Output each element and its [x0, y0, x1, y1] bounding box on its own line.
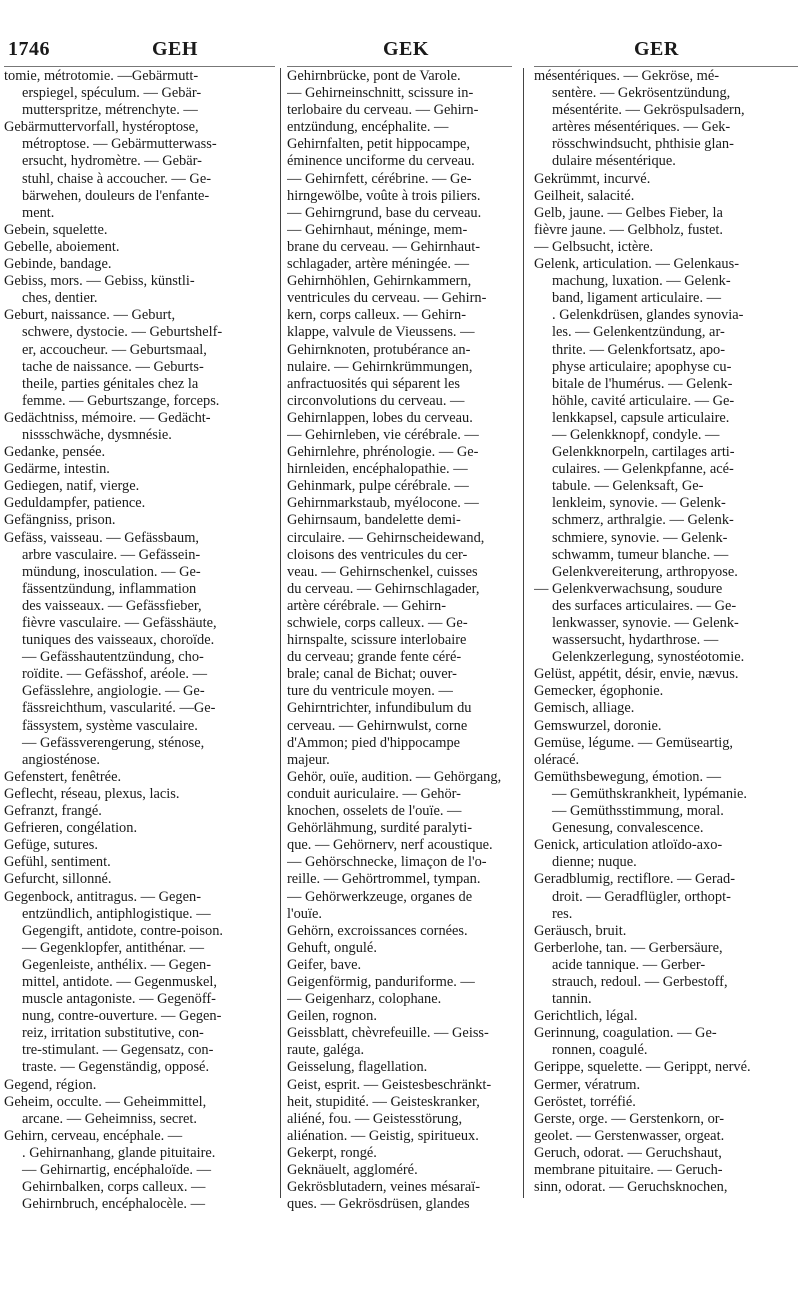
entry-line: cloisons des ventricules du cer- — [287, 546, 468, 563]
entry-line: Gebiss, mors. — Gebiss, künstli- — [4, 273, 195, 290]
entry-line: lenkwasser, synovie. — Gelenk- — [552, 615, 739, 631]
entry-line: Gefüge, sutures. — [4, 837, 98, 854]
entry-line: schwere, dystocie. — Geburtshelf- — [22, 324, 223, 341]
entry-line: tomie, métrotomie. —Gebärmutt- — [4, 68, 199, 84]
entry-line: traste. — Gegenständig, opposé. — [22, 1059, 210, 1076]
entry-line: culaires. — Gelenkpfanne, acé- — [552, 461, 734, 478]
entry-line: schwamm, tumeur blanche. — — [552, 546, 729, 563]
entry-line: d'Ammon; pied d'hippocampe — [287, 734, 461, 751]
header-rule-right — [534, 66, 798, 67]
entry-line: . Gelenkdrüsen, glandes synovia- — [552, 307, 744, 324]
entry-line: schlagader, artère méningée. — — [287, 256, 470, 273]
entry-line: reiz, irritation substitutive, con- — [22, 1025, 204, 1042]
entry-line: Gebein, squelette. — [4, 221, 108, 238]
header-rule-center — [287, 66, 512, 67]
entry-line: Gefässlehre, angiologie. — Ge- — [22, 683, 205, 700]
center-guide-word: GEK — [383, 38, 429, 60]
entry-line: schmerz, arthralgie. — Gelenk- — [552, 512, 734, 529]
entry-line: conduit auriculaire. — Gehör- — [287, 785, 461, 802]
entry-line: Gebelle, aboiement. — [4, 238, 120, 255]
entry-line: Gedächtniss, mémoire. — Gedächt- — [4, 409, 211, 426]
entry-line: Gehör, ouïe, audition. — Gehörgang, — [287, 768, 502, 785]
entry-line: mésentérite. — Gekröspulsadern, — [552, 102, 745, 119]
entry-line: Gelenkzerlegung, synostéotomie. — [552, 649, 745, 666]
entry-line: Gehörlähmung, surdité paralyti- — [287, 820, 473, 837]
entry-line: — Gelenkverwachsung, soudure — [534, 580, 723, 597]
entry-line: que. — Gehörnerv, nerf acoustique. — [287, 837, 493, 854]
entry-line: Geilen, rognon. — [287, 1008, 377, 1025]
entry-line: Gefenstert, fenêtrée. — [4, 768, 122, 785]
entry-line: Geist, esprit. — Geistesbeschränkt- — [287, 1076, 492, 1093]
entry-line: ventricules du cerveau. — Gehirn- — [287, 290, 487, 307]
entry-line: Gedanke, pensée. — [4, 444, 106, 461]
entry-line: Geräusch, bruit. — [534, 922, 627, 939]
entry-line: Geröstet, torréfié. — [534, 1093, 636, 1110]
entry-line: Gefurcht, sillonné. — [4, 871, 112, 888]
entry-line: Gefängniss, prison. — [4, 512, 116, 529]
entry-line: Geigenförmig, panduriforme. — — [287, 973, 475, 990]
entry-line: — Gehirnhaut, méninge, mem- — [287, 221, 468, 238]
entry-line: Geruch, odorat. — Geruchshaut, — [534, 1144, 722, 1161]
entry-line: wassersucht, hydarthrose. — — [552, 632, 719, 649]
entry-line: Gefühl, sentiment. — [4, 854, 111, 871]
entry-line: Gerippe, squelette. — Gerippt, nervé. — [534, 1059, 751, 1076]
entry-line: Gehirnbruch, encéphalocèle. — — [22, 1196, 205, 1213]
entry-line: fièvre vasculaire. — Gefässhäute, — [22, 615, 217, 631]
entry-line: Gehirnlappen, lobes du cerveau. — [287, 409, 473, 426]
entry-line: erspiegel, spéculum. — Gebär- — [22, 85, 202, 102]
entry-line: femme. — Geburtszange, forceps. — [22, 392, 220, 409]
entry-line: muscle antagoniste. — Gegenöff- — [22, 991, 216, 1008]
entry-line: thrite. — Gelenkfortsatz, apo- — [552, 341, 726, 358]
entry-line: schmiere, synovie. — Gelenk- — [552, 529, 728, 546]
entry-line: droit. — Geradflügler, orthopt- — [552, 888, 731, 905]
entry-line: er, accoucheur. — Geburtsmaal, — [22, 341, 207, 358]
entry-line: Gehirntrichter, infundibulum du — [287, 700, 472, 717]
entry-line: Gekrösblutadern, veines mésaraï- — [287, 1179, 481, 1196]
column-center — [287, 68, 512, 1213]
entry-line: Geduldampfer, patience. — [4, 495, 146, 512]
entry-line: Gerste, orge. — Gerstenkorn, or- — [534, 1110, 725, 1127]
entry-line: hirnleiden, encéphalopathie. — — [287, 461, 468, 478]
entry-line: reille. — Gehörtrommel, tympan. — [287, 871, 481, 888]
entry-line: hirngewölbe, voûte à trois piliers. — [287, 187, 481, 204]
entry-line: circulaire. — Gehirnscheidewand, — [287, 529, 485, 546]
entry-line: schwiele, corps calleux. — Ge- — [287, 615, 468, 631]
entry-line: tuniques des vaisseaux, choroïde. — [22, 632, 215, 649]
entry-line: physe articulaire; apophyse cu- — [552, 358, 732, 375]
entry-line: — Gelenkknopf, condyle. — — [552, 426, 720, 443]
entry-line: nulaire. — Gehirnkrümmungen, — [287, 358, 473, 375]
entry-line: Geheim, occulte. — Geheimmittel, — [4, 1093, 207, 1110]
page-header — [0, 38, 800, 68]
entry-line: klappe, valvule de Vieussens. — — [287, 324, 475, 341]
entry-line: éminence unciforme du cerveau. — [287, 153, 475, 170]
entry-line: Gebärmuttervorfall, hystéroptose, — [4, 119, 199, 136]
entry-line: strauch, redoul. — Gerbestoff, — [552, 973, 728, 990]
entry-line: lenkkapsel, capsule articulaire. — [552, 409, 730, 426]
entry-line: du cerveau; grande fente céré- — [287, 649, 462, 666]
entry-line: Gerichtlich, légal. — [534, 1008, 638, 1025]
entry-line: machung, luxation. — Gelenk- — [552, 273, 731, 290]
entry-line: Geisselung, flagellation. — [287, 1059, 428, 1076]
entry-line: mutterspritze, métrenchyte. — — [22, 102, 198, 119]
entry-line: Gehinmark, pulpe cérébrale. — — [287, 478, 469, 495]
entry-line: Gelenkknorpeln, cartilages arti- — [552, 444, 735, 461]
entry-line: Gekrümmt, incurvé. — [534, 170, 651, 187]
entry-line: res. — [552, 905, 573, 922]
entry-line: — Geigenharz, colophane. — [287, 991, 442, 1008]
entry-line: bärwehen, douleurs de l'enfante- — [22, 187, 210, 204]
entry-line: circonvolutions du cerveau. — — [287, 392, 465, 409]
entry-line: tabule. — Gelenksaft, Ge- — [552, 478, 704, 495]
entry-line: métroptose. — Gebärmutterwass- — [22, 136, 217, 153]
entry-line: des vaisseaux. — Gefässfieber, — [22, 597, 202, 614]
entry-line: nissschwäche, dysmnésie. — [22, 426, 172, 443]
entry-line: höhle, cavité articulaire. — Ge- — [552, 392, 735, 409]
entry-line: Gehirnfalten, petit hippocampe, — [287, 136, 471, 153]
entry-line: arcane. — Geheimniss, secret. — [22, 1110, 198, 1127]
entry-line: arbre vasculaire. — Gefässein- — [22, 546, 201, 563]
entry-line: fässystem, système vasculaire. — [22, 717, 198, 734]
entry-line: — Gehörschnecke, limaçon de l'o- — [287, 854, 487, 871]
entry-line: Gemüthsbewegung, émotion. — — [534, 768, 722, 785]
entry-line: . Gehirnanhang, glande pituitaire. — [22, 1144, 216, 1161]
entry-line: Gemecker, égophonie. — [534, 683, 664, 700]
entry-line: terlobaire du cerveau. — Gehirn- — [287, 102, 479, 119]
entry-line: acide tannique. — Gerber- — [552, 956, 706, 973]
entry-line: Gemisch, alliage. — [534, 700, 635, 717]
entry-line: Geflecht, réseau, plexus, lacis. — [4, 785, 180, 802]
entry-line: Gefranzt, frangé. — [4, 803, 102, 820]
entry-line: dulaire mésentérique. — [552, 153, 676, 170]
entry-line: aliénation. — Geistig, spiritueux. — [287, 1127, 479, 1144]
entry-line: des surfaces articulaires. — Ge- — [552, 597, 737, 614]
entry-line: Genick, articulation atloïdo-axo- — [534, 837, 723, 854]
entry-line: Gefrieren, congélation. — [4, 820, 138, 837]
entry-line: Gehirnbalken, corps calleux. — — [22, 1179, 206, 1196]
entry-line: raute, galéga. — [287, 1042, 365, 1059]
entry-line: Gegend, région. — [4, 1076, 97, 1093]
entry-line: veau. — Gehirnschenkel, cuisses — [287, 563, 478, 580]
entry-line: — Gemüthskrankheit, lypémanie. — [552, 785, 748, 802]
entry-line: Gelenk, articulation. — Gelenkaus- — [534, 256, 739, 273]
entry-line: knochen, osselets de l'ouïe. — — [287, 803, 462, 820]
entry-line: — Gegenklopfer, antithénar. — — [22, 939, 205, 956]
entry-line: du cerveau. — Gehirnschlagader, — [287, 580, 480, 597]
entry-line: stuhl, chaise à accoucher. — Ge- — [22, 170, 211, 187]
entry-line: fässreichthum, vascularité. —Ge- — [22, 700, 216, 717]
entry-line: Gegenleiste, anthélix. — Gegen- — [22, 956, 212, 973]
entry-line: Gehirnhöhlen, Gehirnkammern, — [287, 273, 472, 290]
entry-line: entzündung, encéphalite. — — [287, 119, 449, 136]
entry-line: anfractuosités qui séparent les — [287, 375, 461, 392]
entry-line: dienne; nuque. — [552, 854, 637, 871]
entry-line: Germer, vératrum. — [534, 1076, 641, 1093]
entry-line: band, ligament articulaire. — — [552, 290, 722, 307]
entry-line: Geilheit, salacité. — [534, 187, 635, 204]
entry-line: Geifer, bave. — [287, 956, 362, 973]
column-divider-1 — [280, 68, 281, 1198]
entry-line: artère cérébrale. — Gehirn- — [287, 597, 446, 614]
entry-line: ques. — Gekrösdrüsen, glandes — [287, 1196, 470, 1213]
page-number: 1746 — [8, 38, 50, 60]
entry-line: lenkleim, synovie. — Gelenk- — [552, 495, 726, 512]
entry-line: brane du cerveau. — Gehirnhaut- — [287, 238, 480, 255]
entry-line: ersucht, hydromètre. — Gebär- — [22, 153, 202, 170]
entry-line: sinn, odorat. — Geruchsknochen, — [534, 1179, 728, 1196]
entry-line: Geknäuelt, aggloméré. — [287, 1162, 418, 1178]
entry-line: Gelüst, appétit, désir, envie, nævus. — [534, 666, 739, 683]
entry-line: cerveau. — Gehirnwulst, corne — [287, 717, 468, 734]
entry-line: — Gehirnleben, vie cérébrale. — — [287, 426, 479, 443]
entry-line: — Gehirneinschnitt, scissure in- — [287, 85, 474, 102]
entry-line: Gehirnsaum, bandelette demi- — [287, 512, 461, 529]
entry-line: Geissblatt, chèvrefeuille. — Geiss- — [287, 1025, 489, 1042]
entry-line: kern, corps calleux. — Gehirn- — [287, 307, 467, 324]
entry-line: Gemswurzel, doronie. — [534, 717, 662, 734]
entry-line: Gefäss, vaisseau. — Gefässbaum, — [4, 529, 200, 546]
header-rule-left — [4, 66, 275, 67]
entry-line: artères mésentériques. — Gek- — [552, 119, 731, 136]
entry-line: ture du ventricule moyen. — — [287, 683, 453, 700]
entry-line: tre-stimulant. — Gegensatz, con- — [22, 1042, 214, 1059]
entry-line: oléracé. — [534, 751, 580, 768]
entry-line: nung, contre-ouverture. — Gegen- — [22, 1008, 222, 1025]
entry-line: ches, dentier. — [22, 290, 98, 307]
entry-line: mündung, inosculation. — Ge- — [22, 563, 201, 580]
entry-line: Gegengift, antidote, contre-poison. — [22, 922, 224, 939]
entry-line: Gehirnknoten, protubérance an- — [287, 341, 471, 358]
entry-line: heit, stupidité. — Geisteskranker, — [287, 1093, 480, 1110]
entry-line: roïdite. — Gefässhof, aréole. — — [22, 666, 208, 683]
entry-line: fièvre jaune. — Gelbholz, fustet. — [534, 221, 724, 238]
column-left — [4, 68, 275, 1213]
entry-line: brale; canal de Bichat; ouver- — [287, 666, 457, 683]
entry-line: entzündlich, antiphlogistique. — — [22, 905, 211, 922]
entry-line: Gediegen, natif, vierge. — [4, 478, 140, 495]
entry-line: — Gemüthsstimmung, moral. — [552, 803, 724, 820]
entry-line: — Gehörwerkzeuge, organes de — [287, 888, 473, 905]
entry-line: membrane pituitaire. — Geruch- — [534, 1162, 723, 1178]
entry-line: aliéné, fou. — Geistesstörung, — [287, 1110, 463, 1127]
entry-line: — Gehirnartig, encéphaloïde. — — [22, 1162, 212, 1178]
column-divider-2 — [523, 68, 524, 1198]
entry-line: Gehirnmarkstaub, myélocone. — — [287, 495, 479, 512]
entry-line: — Gelbsucht, ictère. — [534, 238, 654, 255]
entry-line: tache de naissance. — Geburts- — [22, 358, 204, 375]
entry-line: angiosténose. — [22, 751, 100, 768]
entry-line: ronnen, coagulé. — [552, 1042, 648, 1059]
entry-line: Gelenkvereiterung, arthropyose. — [552, 563, 738, 580]
entry-line: mésentériques. — Gekröse, mé- — [534, 68, 720, 84]
entry-line: hirnspalte, scissure interlobaire — [287, 632, 467, 649]
right-guide-word: GER — [634, 38, 679, 60]
entry-line: majeur. — [287, 751, 330, 768]
entry-line: les. — Gelenkentzündung, ar- — [552, 324, 725, 341]
entry-line: Gemüse, légume. — Gemüseartig, — [534, 734, 734, 751]
entry-line: rösschwindsucht, phthisie glan- — [552, 136, 734, 153]
entry-line: mittel, antidote. — Gegenmuskel, — [22, 973, 218, 990]
entry-line: Geradblumig, rectiflore. — Gerad- — [534, 871, 735, 888]
left-guide-word: GEH — [152, 38, 198, 60]
entry-line: Gegenbock, antitragus. — Gegen- — [4, 888, 202, 905]
entry-line: Gehirnlehre, phrénologie. — Ge- — [287, 444, 479, 461]
entry-line: Gerinnung, coagulation. — Ge- — [534, 1025, 717, 1042]
column-right — [534, 68, 798, 1196]
entry-line: tannin. — [552, 991, 592, 1008]
entry-line: ment. — [22, 204, 55, 221]
entry-line: — Gehirnfett, cérébrine. — Ge- — [287, 170, 472, 187]
entry-line: Gehirn, cerveau, encéphale. — — [4, 1127, 183, 1144]
entry-line: Gelb, jaune. — Gelbes Fieber, la — [534, 204, 723, 221]
entry-line: fässentzündung, inflammation — [22, 580, 197, 597]
entry-line: Gebinde, bandage. — [4, 256, 112, 273]
entry-line: Gehirnbrücke, pont de Varole. — [287, 68, 461, 84]
entry-line: — Gehirngrund, base du cerveau. — [287, 204, 482, 221]
entry-line: theile, parties génitales chez la — [22, 375, 199, 392]
entry-line: sentère. — Gekrösentzündung, — [552, 85, 731, 102]
entry-line: l'ouïe. — [287, 905, 322, 922]
entry-line: — Gefässhautentzündung, cho- — [22, 649, 204, 666]
entry-line: Gehuft, ongulé. — [287, 939, 377, 956]
entry-line: Gehörn, excroissances cornées. — [287, 922, 468, 939]
entry-line: Gerberlohe, tan. — Gerbersäure, — [534, 939, 723, 956]
entry-line: — Gefässverengerung, sténose, — [22, 734, 205, 751]
entry-line: bitale de l'humérus. — Gelenk- — [552, 375, 733, 392]
entry-line: Geburt, naissance. — Geburt, — [4, 307, 176, 324]
entry-line: Genesung, convalescence. — [552, 820, 704, 837]
entry-line: Gekerpt, rongé. — [287, 1144, 377, 1161]
entry-line: geolet. — Gerstenwasser, orgeat. — [534, 1127, 725, 1144]
entry-line: Gedärme, intestin. — [4, 461, 110, 478]
